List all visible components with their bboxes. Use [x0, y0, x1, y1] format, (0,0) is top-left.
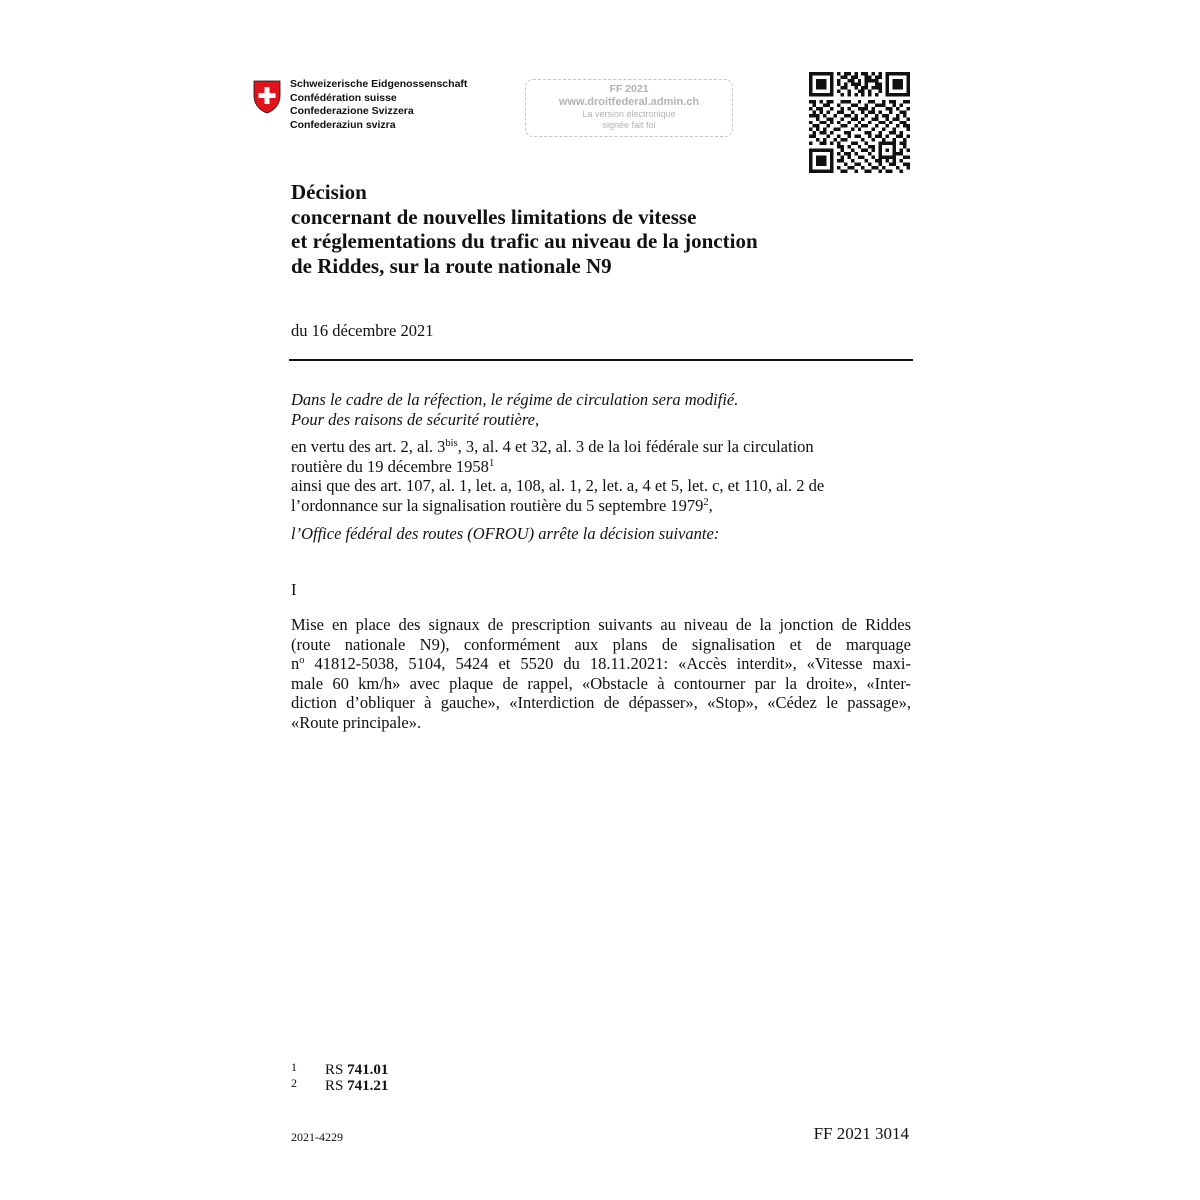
section-line-2: (route nationale N9), conformément aux plans de signalisation et de marquage: [291, 634, 911, 654]
qr-code-icon: [809, 72, 910, 173]
footnote-reference[interactable]: 741.21: [347, 1078, 389, 1094]
preamble-intro: [291, 390, 911, 429]
section-line-1: Mise en place des signaux de prescription suivants au niveau de la jonction de Riddes: [291, 615, 911, 634]
section-line-4: male 60 km/h» avec plaque de rappel, «Obstacle à contourner par la droite», «Inter-: [291, 673, 911, 693]
title-line-1: Décision: [291, 180, 367, 204]
decision-title: [291, 180, 911, 278]
footnote-text: RS 741.21: [325, 1078, 389, 1094]
title-line-2: concernant de nouvelles limitations de vitesse: [291, 204, 697, 229]
title-line-4: de Riddes, sur la route nationale N9: [291, 253, 612, 278]
legal-basis-line-2: routière du 19 décembre 1958$^1$: [291, 456, 495, 476]
stamp-line-1: FF 2021: [609, 83, 649, 95]
section-line-3: $n^o$ 41812-5038, 5104, 5424 et 5520 du 18.11.2021: «Accès interdit», «Vitesse maxi-: [291, 654, 912, 673]
section-body: [291, 615, 911, 732]
confederation-name-rm: Confederaziun svizra: [290, 118, 396, 131]
footnote-reference[interactable]: 741.01: [347, 1062, 389, 1078]
bis-superscript: bis: [445, 438, 458, 449]
document-number: 2021-4229: [291, 1130, 343, 1144]
confederation-name-it: Confederazione Svizzera: [290, 105, 414, 117]
page-reference: FF 2021 3014: [813, 1124, 909, 1143]
footnote-number: 1: [291, 1060, 297, 1074]
footnote-text: RS 741.01: [325, 1062, 389, 1078]
footnote-ref-1[interactable]: 1: [488, 457, 495, 469]
decision-intro: l’Office fédéral des routes (OFROU) arrête la décision suivante:: [291, 524, 720, 543]
stamp-line-3: La version électronique: [582, 109, 676, 119]
title-line-3: et réglementations du trafic au niveau de la jonction: [291, 229, 758, 253]
confederation-names: [290, 78, 467, 132]
legal-basis-line-3: ainsi que des art. 107, al. 1, let. a, 108, al. 1, 2, let. a, 4 et 5, let. c, et 110, al. 2 de: [291, 476, 825, 495]
legal-basis: [291, 437, 911, 515]
confederation-name-de: Schweizerische Eidgenossenschaft: [290, 78, 468, 90]
legal-basis-line-4: l’ordonnance sur la signalisation routière du 5 septembre 1979$^2$,: [291, 495, 713, 515]
preamble-line-1: Dans le cadre de la réfection, le régime de circulation sera modifié.: [291, 390, 739, 409]
section-line-6: «Route principale».: [291, 712, 422, 732]
decision-date: du 16 décembre 2021: [291, 321, 434, 340]
title-divider: [289, 359, 913, 361]
preamble-line-2: Pour des raisons de sécurité routière,: [291, 409, 540, 429]
confederation-name-fr: Confédération suisse: [290, 91, 397, 104]
legal-basis-line-1: en vertu des art. 2, al. $3^{bis}$, 3, al. 4 et 32, al. 3 de la loi fédérale sur la circulation: [291, 437, 814, 456]
electronic-signature-stamp: [525, 79, 733, 137]
stamp-line-2: www.droitfederal.admin.ch: [558, 96, 700, 108]
page-header: [252, 72, 914, 172]
footnote-number: 2: [291, 1076, 297, 1090]
section-line-5: diction d’obliquer à gauche», «Interdiction de dépasser», «Stop», «Cédez le passage»,: [291, 693, 911, 712]
swiss-coat-of-arms-icon: [252, 80, 282, 114]
footnote-ref-2[interactable]: 2: [703, 496, 709, 508]
stamp-line-4: signée fait foi: [602, 120, 656, 130]
section-number: I: [291, 580, 297, 599]
